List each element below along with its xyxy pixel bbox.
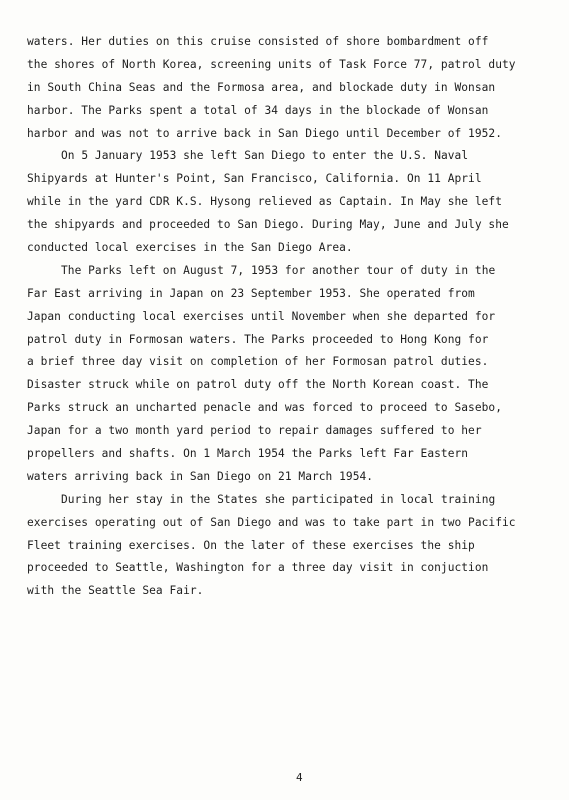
paragraph [27,31,552,145]
text-line: harbor and was not to arrive back in San Diego until December of 1952. [27,126,502,140]
text-line: The Parks left on August 7, 1953 for another tour of duty in the [61,263,496,277]
text-line: exercises operating out of San Diego and was to take part in two Pacific [27,515,516,529]
text-line: Japan for a two month yard period to repair damages suffered to her [27,424,482,438]
text-line: proceeded to Seattle, Washington for a three day visit in conjuction [27,561,489,575]
text-line: while in the yard CDR K.S. Hysong relieved as Captain. In May she left [27,195,502,209]
text-line: patrol duty in Formosan waters. The Parks proceeded to Hong Kong for [27,332,489,346]
text-line: waters arriving back in San Diego on 21 March 1954. [27,469,374,483]
text-line: propellers and shafts. On 1 March 1954 the Parks left Far Eastern [27,447,469,461]
paragraph [27,145,552,259]
text-line: Fleet training exercises. On the later of these exercises the ship [27,538,475,552]
text-line: with the Seattle Sea Fair. [27,584,204,598]
text-line: conducted local exercises in the San Diego Area. [27,241,353,255]
text-line: Shipyards at Hunter's Point, San Francisco, California. On 11 April [27,172,482,186]
text-line: Disaster struck while on patrol duty off the North Korean coast. The [27,378,489,392]
document-body [27,31,552,603]
paragraph [27,489,552,603]
text-line: in South China Seas and the Formosa area, and blockade duty in Wonsan [27,80,496,94]
text-line: Far East arriving in Japan on 23 September 1953. She operated from [27,286,475,300]
page-number: 4 [296,771,303,784]
text-line: harbor. The Parks spent a total of 34 days in the blockade of Wonsan [27,103,489,117]
text-line: waters. Her duties on this cruise consisted of shore bombardment off [27,35,489,48]
text-line: the shores of North Korea, screening units of Task Force 77, patrol duty [27,57,516,71]
paragraph [27,260,552,489]
text-line: During her stay in the States she participated in local training [61,492,496,506]
text-line: On 5 January 1953 she left San Diego to enter the U.S. Naval [61,149,469,163]
text-line: Parks struck an uncharted penacle and was forced to proceed to Sasebo, [27,401,502,415]
text-line: a brief three day visit on completion of her Formosan patrol duties. [27,355,489,369]
text-line: Japan conducting local exercises until November when she departed for [27,309,496,323]
text-line: the shipyards and proceeded to San Diego. During May, June and July she [27,218,509,232]
